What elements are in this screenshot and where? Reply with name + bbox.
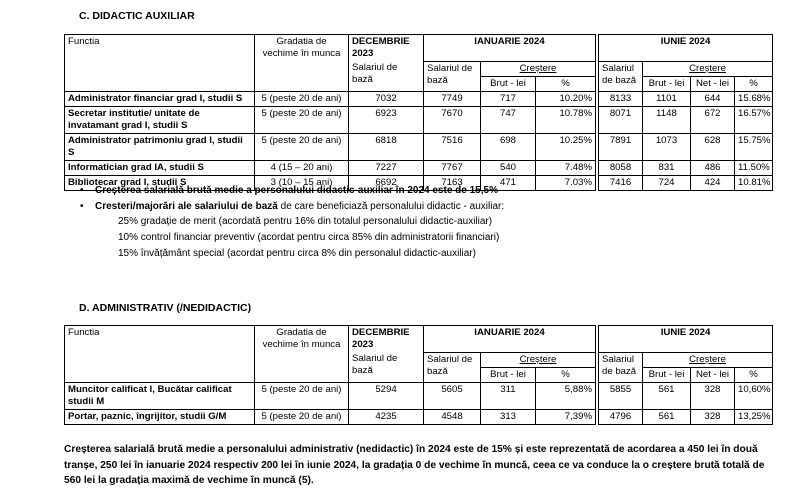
row-gradatia: 5 (peste 20 de ani) xyxy=(255,91,349,106)
row-iun-sal: 7891 xyxy=(599,133,643,160)
row-iun-brut: 1101 xyxy=(643,91,691,106)
bullet-dot: • xyxy=(80,185,84,196)
header-iun-crestere: Creștere xyxy=(643,352,773,367)
row-iun-sal: 8058 xyxy=(599,160,643,175)
row-gradatia: 5 (peste 20 de ani) xyxy=(255,106,349,133)
row-gradatia: 4 (15 – 20 ani) xyxy=(255,160,349,175)
row-ian-sal: 7749 xyxy=(424,91,481,106)
row-iun-sal: 7416 xyxy=(599,175,643,190)
header-iun-net: Net - lei xyxy=(691,367,735,382)
row-ian-brut: 311 xyxy=(481,382,536,409)
row-iun-sal: 4796 xyxy=(599,409,643,424)
row-iun-net: 328 xyxy=(691,409,735,424)
table-row xyxy=(65,106,773,133)
section-d-title: D. ADMINISTRATIV (/NEDIDACTIC) xyxy=(79,302,252,314)
row-iun-net: 424 xyxy=(691,175,735,190)
header-ian-crestere: Creștere xyxy=(481,61,596,76)
didactic-auxiliar-table xyxy=(64,34,773,191)
row-ian-pct: 7.48% xyxy=(536,160,596,175)
row-ian-brut: 540 xyxy=(481,160,536,175)
administrativ-summary-paragraph: Creșterea salarială brută medie a personalului administrativ (nedidactic) în 2024 este de 15% și este reprezentată de acordarea a 450 lei în două tranșe, 250 lei în ianuarie 2024 respectiv 200 lei în iunie 2024, la gradația 0 de vechime în muncă, ceea ce va conduce la o creștere brută totală de 560 lei la gradația maximă de vechime în muncă (5). xyxy=(64,444,765,486)
row-functia: Administrator patrimoniu grad I, studii S xyxy=(65,133,255,160)
row-iun-pct: 13,25% xyxy=(735,409,773,424)
table-row xyxy=(65,91,773,106)
header-functia: Functia xyxy=(65,35,255,62)
row-dec: 7032 xyxy=(349,91,424,106)
row-iun-net: 628 xyxy=(691,133,735,160)
row-ian-brut: 471 xyxy=(481,175,536,190)
bullet-text xyxy=(95,200,504,213)
row-iun-pct: 16.57% xyxy=(735,106,773,133)
row-ian-sal: 7767 xyxy=(424,160,481,175)
row-ian-pct: 10.25% xyxy=(536,133,596,160)
row-ian-brut: 747 xyxy=(481,106,536,133)
row-iun-net: 644 xyxy=(691,91,735,106)
table-row xyxy=(65,160,773,175)
header-ianuarie: IANUARIE 2024 xyxy=(424,35,596,62)
row-functia: Muncitor calificat I, Bucătar calificat studii M xyxy=(65,382,255,409)
administrativ-table xyxy=(64,325,773,425)
header-iun-brut: Brut - lei xyxy=(643,367,691,382)
header-spacer xyxy=(65,367,255,382)
row-iun-brut: 1148 xyxy=(643,106,691,133)
header-ian-brut: Brut - lei xyxy=(481,367,536,382)
header-ianuarie: IANUARIE 2024 xyxy=(424,326,596,353)
row-ian-sal: 5605 xyxy=(424,382,481,409)
row-functia: Portar, paznic, îngrijitor, studii G/M xyxy=(65,409,255,424)
table-row xyxy=(65,409,773,424)
header-gradatia: Gradatia de vechime în munca xyxy=(255,35,349,62)
row-gradatia: 3 (10 – 15 ani) xyxy=(255,175,349,190)
row-functia: Administrator financiar grad I, studii S xyxy=(65,91,255,106)
row-iun-sal: 8133 xyxy=(599,91,643,106)
row-ian-brut: 717 xyxy=(481,91,536,106)
row-ian-pct: 10.78% xyxy=(536,106,596,133)
header-iun-net: Net - lei xyxy=(691,76,735,91)
header-ian-crestere: Creștere xyxy=(481,352,596,367)
row-functia: Informatician grad IA, studii S xyxy=(65,160,255,175)
header-iun-salariul: Salariul de bază xyxy=(599,352,643,382)
row-gradatia: 5 (peste 20 de ani) xyxy=(255,382,349,409)
sub-item: 25% gradație de merit (acordată pentru 16% din totalul personalului didactic-auxiliar) xyxy=(118,216,493,227)
row-dec: 5294 xyxy=(349,382,424,409)
header-iun-pct: % xyxy=(735,76,773,91)
bullet-dot: • xyxy=(80,201,84,212)
row-iun-pct: 10.81% xyxy=(735,175,773,190)
row-iun-brut: 561 xyxy=(643,409,691,424)
row-iun-sal: 5855 xyxy=(599,382,643,409)
row-iun-pct: 15.68% xyxy=(735,91,773,106)
row-functia: Secretar institutie/ unitate de invatamant grad I, studii S xyxy=(65,106,255,133)
row-iun-net: 672 xyxy=(691,106,735,133)
header-iunie: IUNIE 2024 xyxy=(599,35,773,62)
table-row xyxy=(65,382,773,409)
header-ian-brut: Brut - lei xyxy=(481,76,536,91)
row-gradatia: 5 (peste 20 de ani) xyxy=(255,409,349,424)
header-spacer xyxy=(255,61,349,76)
row-iun-pct: 10,60% xyxy=(735,382,773,409)
row-iun-sal: 8071 xyxy=(599,106,643,133)
bullet-text-bold: Cresteri/majorări ale salariului de bază xyxy=(95,201,278,212)
row-iun-brut: 561 xyxy=(643,382,691,409)
header-iun-crestere: Creștere xyxy=(643,61,773,76)
header-ian-pct: % xyxy=(536,367,596,382)
header-ian-salariul: Salariul de bază xyxy=(424,352,481,382)
column-gap xyxy=(596,367,599,382)
header-dec-salariul: Salariul de bază xyxy=(349,352,424,382)
header-spacer xyxy=(65,61,255,76)
row-ian-sal: 7516 xyxy=(424,133,481,160)
section-c-title: C. DIDACTIC AUXILIAR xyxy=(79,10,195,22)
header-spacer xyxy=(255,367,349,382)
row-iun-pct: 15.75% xyxy=(735,133,773,160)
sub-item: 10% control financiar preventiv (acordat pentru circa 85% din administratorii financiari) xyxy=(118,232,500,243)
row-dec: 7227 xyxy=(349,160,424,175)
row-ian-sal: 7670 xyxy=(424,106,481,133)
header-functia: Functia xyxy=(65,326,255,353)
header-spacer xyxy=(255,76,349,91)
header-iun-brut: Brut - lei xyxy=(643,76,691,91)
row-ian-pct: 10.20% xyxy=(536,91,596,106)
row-ian-sal: 7163 xyxy=(424,175,481,190)
header-gradatia: Gradatia de vechime în munca xyxy=(255,326,349,353)
bullet-text-rest: de care beneficiază personalului didactic - auxiliar: xyxy=(277,201,505,212)
header-spacer xyxy=(65,352,255,367)
header-decembrie: DECEMBRIE 2023 xyxy=(349,326,424,353)
bullet-text: Creșterea salarială brută medie a personalului didactic-auxiliar în 2024 este de 15,5% xyxy=(95,185,498,196)
row-ian-sal: 4548 xyxy=(424,409,481,424)
header-dec-salariul: Salariul de bază xyxy=(349,61,424,91)
header-ian-salariul: Salariul de bază xyxy=(424,61,481,91)
row-iun-pct: 11.50% xyxy=(735,160,773,175)
row-dec: 6923 xyxy=(349,106,424,133)
row-ian-brut: 313 xyxy=(481,409,536,424)
header-iun-salariul: Salariul de bază xyxy=(599,61,643,91)
header-spacer xyxy=(255,352,349,367)
column-gap xyxy=(596,76,599,91)
row-ian-pct: 7.03% xyxy=(536,175,596,190)
sub-item: 15% învățământ special (acordat pentru circa 8% din personalul didactic-auxiliar) xyxy=(118,248,476,259)
row-dec: 6818 xyxy=(349,133,424,160)
row-iun-net: 328 xyxy=(691,382,735,409)
row-dec: 6692 xyxy=(349,175,424,190)
row-iun-brut: 831 xyxy=(643,160,691,175)
row-gradatia: 5 (peste 20 de ani) xyxy=(255,133,349,160)
header-iunie: IUNIE 2024 xyxy=(599,326,773,353)
row-functia: Bibliotecar grad I, studii S xyxy=(65,175,255,190)
row-ian-pct: 5,88% xyxy=(536,382,596,409)
header-decembrie: DECEMBRIE 2023 xyxy=(349,35,424,62)
row-iun-brut: 724 xyxy=(643,175,691,190)
header-spacer xyxy=(65,76,255,91)
row-ian-brut: 698 xyxy=(481,133,536,160)
row-ian-pct: 7,39% xyxy=(536,409,596,424)
header-iun-pct: % xyxy=(735,367,773,382)
row-dec: 4235 xyxy=(349,409,424,424)
row-iun-brut: 1073 xyxy=(643,133,691,160)
table-row xyxy=(65,133,773,160)
row-iun-net: 486 xyxy=(691,160,735,175)
header-ian-pct: % xyxy=(536,76,596,91)
